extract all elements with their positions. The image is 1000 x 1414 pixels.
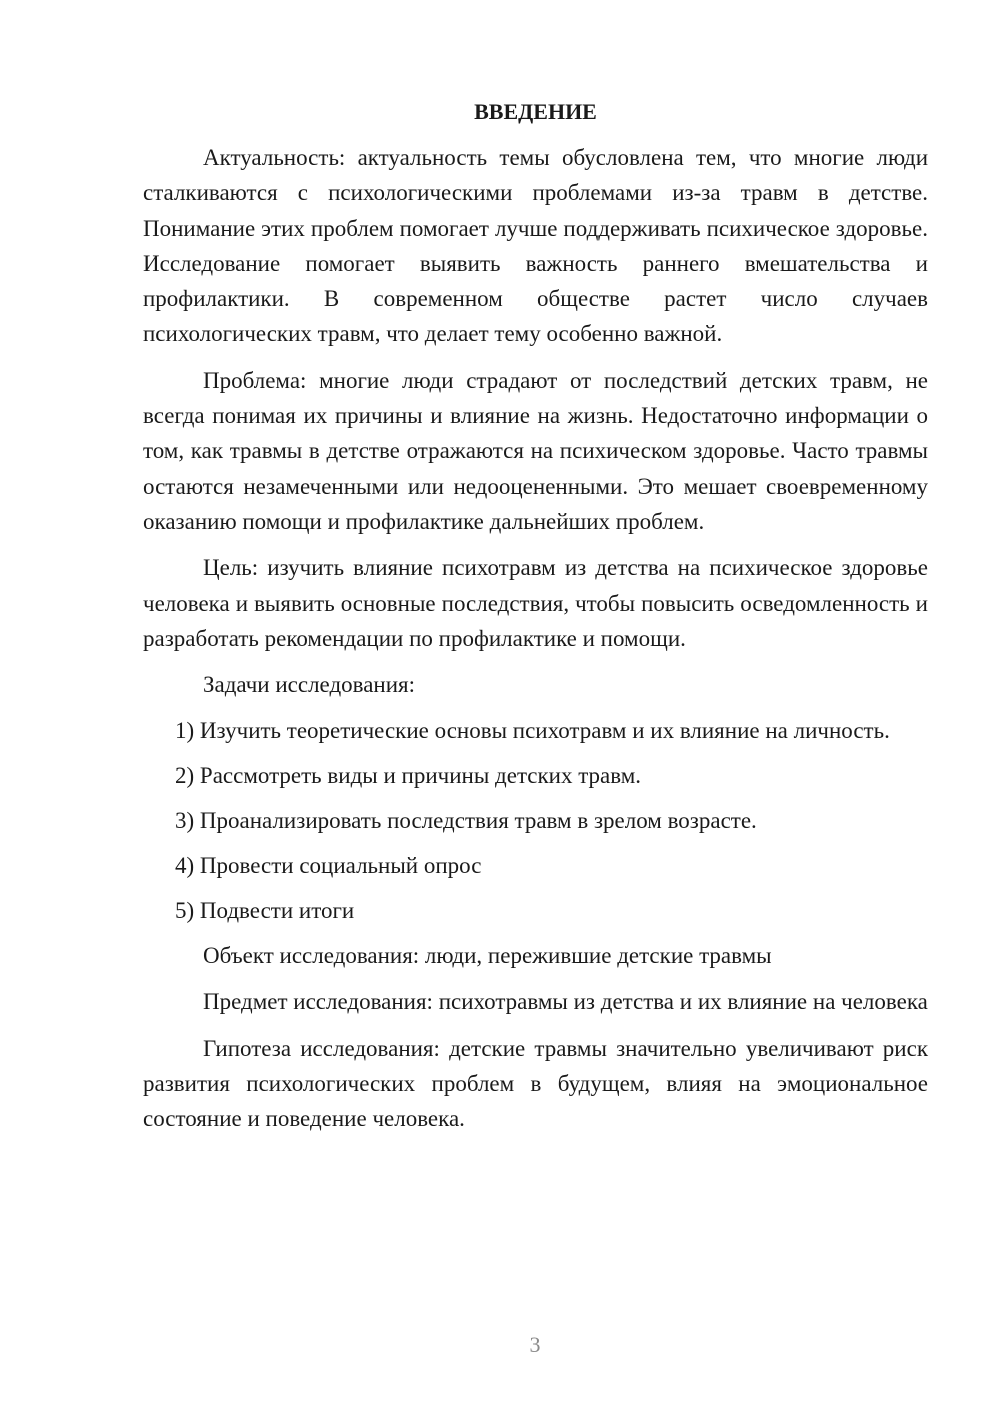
section-heading: ВВЕДЕНИЕ	[474, 99, 597, 124]
tasks-list	[143, 713, 928, 928]
paragraph-tasks-title: Задачи исследования:	[203, 672, 416, 698]
paragraph-relevance: Актуальность: актуальность темы обусловлена тем, что многие люди сталкиваются с психологическими проблемами из-за травм в детстве. Понимание этих проблем помогает лучше поддерживать психическое здоровье. Исследование помогает выявить важность раннего вмешательства и профилактики. В современном обществе растет число случаев психологических травм, что делает тему особенно важной.	[143, 145, 928, 347]
paragraph-goal: Цель: изучить влияние психотравм из детства на психическое здоровье человека и выявить основные последствия, чтобы повысить осведомленность и разработать рекомендации по профилактике и помощи.	[143, 555, 928, 651]
list-item: 2) Рассмотреть виды и причины детских травм.	[175, 763, 642, 789]
page-number: 3	[529, 1332, 541, 1357]
document-body	[143, 94, 928, 1147]
paragraph-problem: Проблема: многие люди страдают от последствий детских травм, не всегда понимая их причины и влияние на жизнь. Недостаточно информации о том, как травмы в детстве отражаются на психическом здоровье. Часто травмы остаются незамеченными или недооцененными. Это мешает своевременному оказанию помощи и профилактике дальнейших проблем.	[143, 367, 928, 534]
paragraph-subject: Предмет исследования: психотравмы из детства и их влияние на человека	[203, 989, 928, 1015]
list-item: 4) Провести социальный опрос	[175, 853, 482, 879]
list-item: 5) Подвести итоги	[175, 898, 355, 924]
paragraph-object: Объект исследования: люди, пережившие детские травмы	[203, 942, 772, 968]
list-item: 3) Проанализировать последствия травм в зрелом возрасте.	[175, 808, 757, 834]
paragraph-hypothesis: Гипотеза исследования: детские травмы значительно увеличивают риск развития психологических проблем в будущем, влияя на эмоциональное состояние и поведение человека.	[143, 1035, 928, 1132]
list-item: 1) Изучить теоретические основы психотравм и их влияние на личность.	[175, 718, 890, 744]
